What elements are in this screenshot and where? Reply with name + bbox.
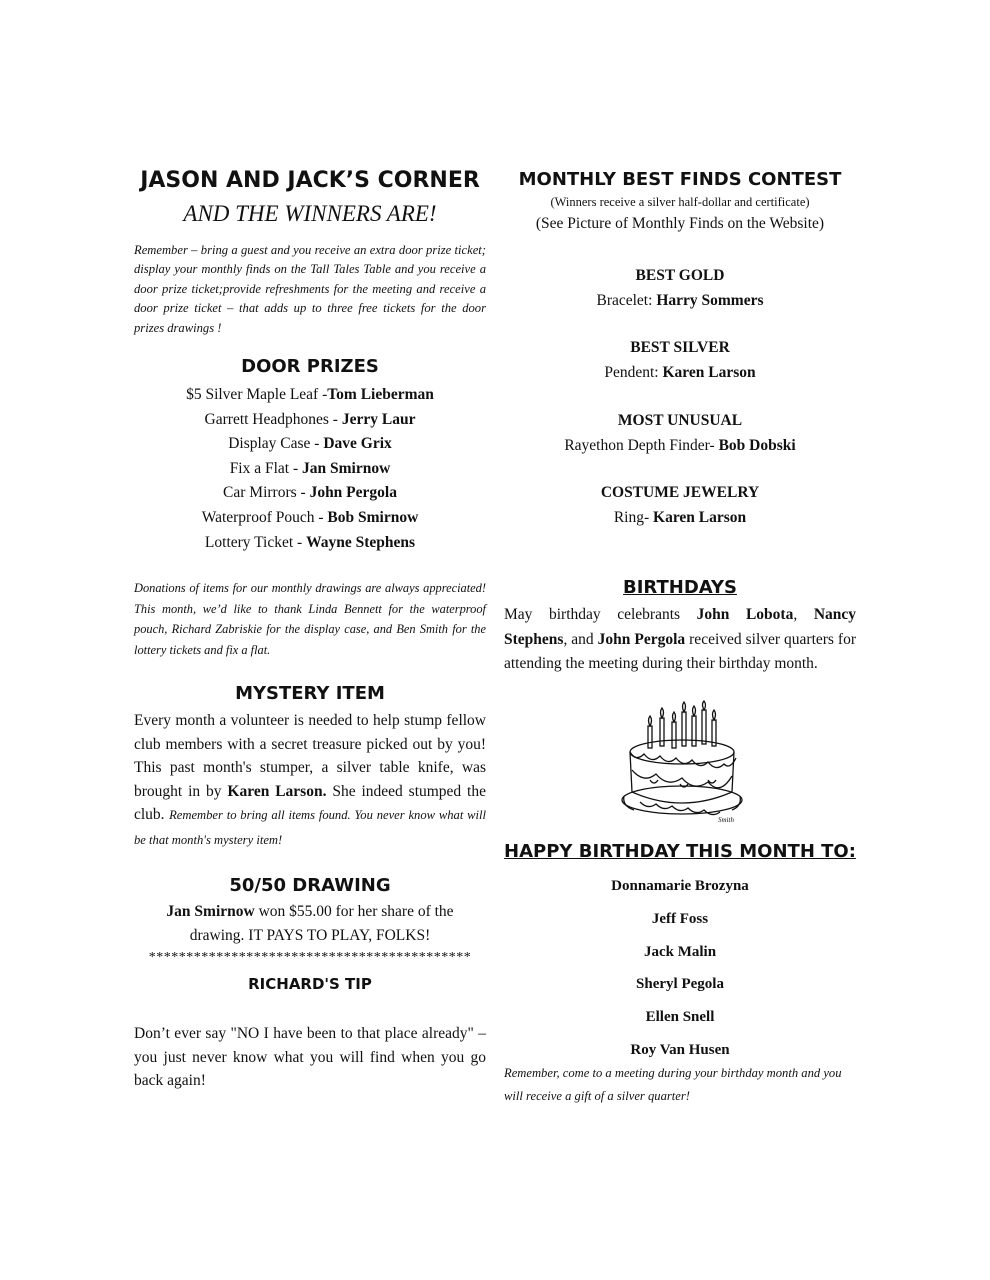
intro-paragraph: Remember – bring a guest and you receive an extra door prize ticket; display your monthly finds on the Tall Tales Table and you receive a door prize ticket;provide refreshments for the meeting and receive a door prize ticket – that adds up to three free tickets for the door prizes drawings ! (134, 243, 486, 335)
category-heading: BEST SILVER (630, 339, 730, 356)
best-silver-block: BEST SILVER Pendent: Karen Larson (504, 335, 856, 385)
category-heading: COSTUME JEWELRY (600, 484, 760, 501)
category-heading: MOST UNUSUAL (617, 412, 743, 429)
list-item: Ellen Snell (645, 1009, 715, 1026)
list-item: Display Case - Dave Grix (228, 435, 392, 453)
happy-birthday-heading: HAPPY BIRTHDAY THIS MONTH TO: (504, 841, 856, 862)
best-gold-block: BEST GOLD Bracelet: Harry Sommers (504, 263, 856, 313)
birthday-reminder: Remember, come to a meeting during your birthday month and you will receive a gift of a silver quarter! (504, 1066, 842, 1103)
birthdays-paragraph: May birthday celebrants John Lobota, Nancy Stephens, and John Pergola received silver quarters for attending the meeting during their birthday month. (504, 606, 857, 672)
richards-tip-paragraph: Don’t ever say "NO I have been to that place already" – you just never know what you will find when you go back again! (134, 1025, 486, 1089)
list-item: Garrett Headphones - Jerry Laur (204, 410, 416, 428)
contest-heading: MONTHLY BEST FINDS CONTEST (518, 169, 842, 190)
list-item: Sheryl Pegola (636, 976, 724, 993)
contest-note: (Winners receive a silver half-dollar and certificate) (550, 195, 810, 209)
list-item: Lottery Ticket - Wayne Stephens (204, 533, 416, 551)
door-prizes-list (134, 383, 486, 555)
mystery-item-paragraph: Every month a volunteer is needed to help stump fellow club members with a secret treasure picked out by you! This past month's stumper, a silver table knife, was brought in by Karen Larson. She indeed stumped the club. Remember to bring all items found. You never know what will be that month's mystery item! (134, 712, 486, 847)
corner-subtitle: AND THE WINNERS ARE! (183, 201, 437, 226)
list-item: Jack Malin (643, 943, 717, 960)
list-item: Waterproof Pouch - Bob Smirnow (201, 508, 419, 526)
fifty-fifty-paragraph: Jan Smirnow won $55.00 for her share of the drawing. IT PAYS TO PLAY, FOLKS! (166, 903, 454, 944)
list-item: Roy Van Husen (630, 1041, 730, 1058)
mystery-item-heading: MYSTERY ITEM (235, 683, 385, 704)
birthday-names-list (504, 870, 856, 1067)
star-divider: ******************************************* (148, 950, 472, 965)
list-item: Car Mirrors - John Pergola (223, 484, 397, 502)
corner-title: JASON AND JACK’S CORNER (140, 168, 480, 193)
richards-tip-heading: RICHARD'S TIP (248, 975, 372, 993)
fifty-fifty-heading: 50/50 DRAWING (229, 875, 391, 896)
donations-paragraph: Donations of items for our monthly drawings are always appreciated! This month, we’d like to thank Linda Bennett for the waterproof pouch, Richard Zabriskie for the display case, and Ben Smith for the lottery tickets and fix a flat. (134, 581, 486, 657)
category-heading: BEST GOLD (635, 267, 725, 284)
contest-website-note: (See Picture of Monthly Finds on the Website) (535, 215, 825, 232)
list-item: Jeff Foss (651, 910, 709, 927)
list-item: $5 Silver Maple Leaf -Tom Lieberman (186, 386, 434, 403)
costume-jewelry-block: COSTUME JEWELRY Ring- Karen Larson (504, 480, 856, 530)
birthdays-heading: BIRTHDAYS (623, 577, 737, 598)
most-unusual-block: MOST UNUSUAL Rayethon Depth Finder- Bob Dobski (504, 408, 856, 458)
birthday-cake-illustration (620, 700, 750, 825)
door-prizes-heading: DOOR PRIZES (241, 356, 379, 377)
mystery-note: Remember to bring all items found. You never know what will be that month's mystery item! (134, 808, 486, 847)
list-item: Donnamarie Brozyna (611, 878, 749, 894)
artist-signature: Smith (718, 816, 734, 824)
list-item: Fix a Flat - Jan Smirnow (229, 459, 391, 477)
mystery-winner: Karen Larson. (227, 782, 327, 800)
